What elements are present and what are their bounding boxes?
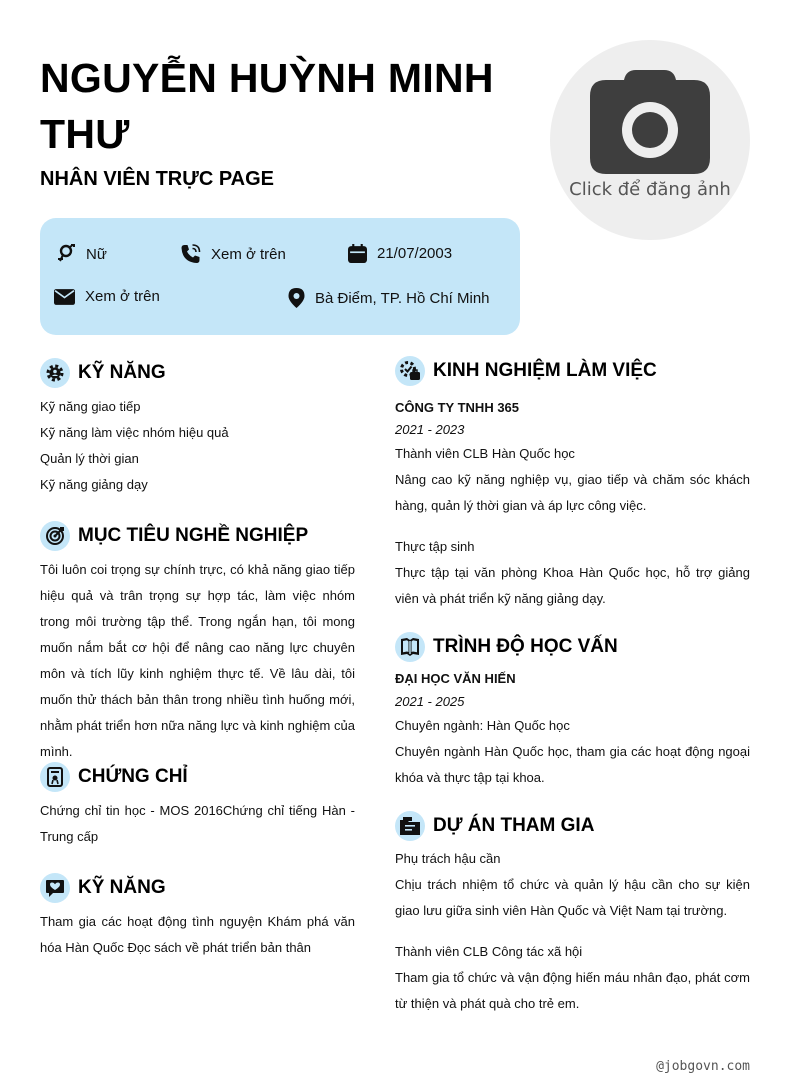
target-icon (40, 521, 70, 551)
candidate-name: NGUYỄN HUỲNH MINH THƯ (40, 55, 494, 157)
experience-title: KINH NGHIỆM LÀM VIỆC (433, 360, 657, 381)
phone-icon (180, 244, 201, 264)
experience-description: Thực tập tại văn phòng Khoa Hàn Quốc học, hỗ trợ giảng viên và phát triển kỹ năng giảng dạy. (395, 565, 750, 606)
education-section-header (395, 632, 618, 662)
project-role: Phụ trách hậu cần (395, 851, 501, 866)
contact-birthday (348, 244, 452, 263)
experience-description: Nâng cao kỹ năng nghiệp vụ, giao tiếp và chăm sóc khách hàng, quản lý thời gian và áp lực công việc. (395, 472, 750, 513)
skills-list (40, 394, 355, 498)
gender-value: Nữ (86, 245, 107, 263)
education-title: TRÌNH ĐỘ HỌC VẤN (433, 636, 618, 657)
skills-section-header (40, 358, 166, 388)
objective-title: MỤC TIÊU NGHỀ NGHIỆP (78, 525, 309, 546)
project-role: Thành viên CLB Công tác xã hội (395, 944, 583, 959)
heart-message-icon (40, 873, 70, 903)
certificate-icon (40, 762, 70, 792)
skill-item: Kỹ năng giảng dạy (40, 477, 148, 492)
interests-text: Tham gia các hoạt động tình nguyện Khám phá văn hóa Hàn Quốc Đọc sách về phát triển bản thân (40, 914, 355, 955)
email-value: Xem ở trên (85, 288, 160, 305)
address-value: Bà Điểm, TP. Hồ Chí Minh (315, 289, 490, 307)
certificates-section-header (40, 762, 188, 792)
birthday-value: 21/07/2003 (377, 245, 453, 262)
footer-watermark: @jobgovn.com (656, 1059, 750, 1074)
objective-section-header (40, 521, 308, 551)
interests-section-header (40, 873, 166, 903)
skill-item: Kỹ năng giao tiếp (40, 399, 141, 414)
projects-title: DỰ ÁN THAM GIA (433, 815, 595, 836)
gender-icon (54, 244, 76, 264)
briefcase-gear-icon (395, 356, 425, 386)
objective-text: Tôi luôn coi trọng sự chính trực, có khả năng giao tiếp hiệu quả và trân trọng sự hợp tác, làm việc nhóm trong môi trường tập thể. Trong ngắn hạn, tôi mong muốn nắm bắt cơ hội để nâng cao năng lực chuyên môn và tích lũy kinh nghiệm thực tế. Về lâu dài, tôi muốn thử thách bản thân trong nhiều tình huống mới, nhằm phát triển hơn nữa năng lực và kinh nghiệm của mình. (40, 562, 355, 759)
gear-user-icon (40, 358, 70, 388)
map-pin-icon (288, 288, 305, 308)
contact-address (288, 288, 490, 308)
skill-item: Quản lý thời gian (40, 451, 139, 466)
mail-icon (54, 289, 75, 305)
education-school: ĐẠI HỌC VĂN HIẾN (395, 671, 516, 686)
contact-phone (180, 244, 286, 264)
certificates-text: Chứng chỉ tin học - MOS 2016Chứng chỉ tiếng Hàn - Trung cấp (40, 803, 355, 844)
skills-title: KỸ NĂNG (78, 362, 166, 383)
experience-role: Thực tập sinh (395, 539, 475, 554)
photo-upload-label: Click để đăng ảnh (569, 179, 731, 200)
experience-period: 2021 - 2023 (395, 422, 465, 437)
education-major: Chuyên ngành: Hàn Quốc học (395, 718, 570, 733)
education-description: Chuyên ngành Hàn Quốc học, tham gia các hoạt động ngoại khóa và thực tập tại khoa. (395, 744, 750, 785)
experience-role: Thành viên CLB Hàn Quốc học (395, 446, 575, 461)
project-description: Chịu trách nhiệm tổ chức và quản lý hậu cần cho sự kiện giao lưu giữa sinh viên Hàn Quốc và Việt Nam tại trường. (395, 877, 750, 918)
experience-section-header (395, 356, 657, 386)
contact-info-box (40, 218, 520, 335)
book-icon (395, 632, 425, 662)
calendar-icon (348, 244, 367, 263)
skill-item: Kỹ năng làm việc nhóm hiệu quả (40, 425, 229, 440)
contact-email (54, 288, 160, 305)
projects-section-header (395, 811, 594, 841)
job-title: NHÂN VIÊN TRỰC PAGE (40, 168, 275, 190)
certificates-title: CHỨNG CHỈ (78, 766, 188, 787)
interests-title: KỸ NĂNG (78, 877, 166, 898)
photo-upload-button[interactable] (550, 40, 750, 240)
folder-icon (395, 811, 425, 841)
phone-value: Xem ở trên (211, 245, 286, 263)
camera-icon (590, 70, 710, 174)
experience-company: CÔNG TY TNHH 365 (395, 400, 520, 415)
education-period: 2021 - 2025 (395, 694, 465, 709)
project-description: Tham gia tổ chức và vận động hiến máu nhân đạo, phát cơm từ thiện và phát quà cho trẻ em. (395, 970, 750, 1011)
contact-gender (54, 244, 107, 264)
